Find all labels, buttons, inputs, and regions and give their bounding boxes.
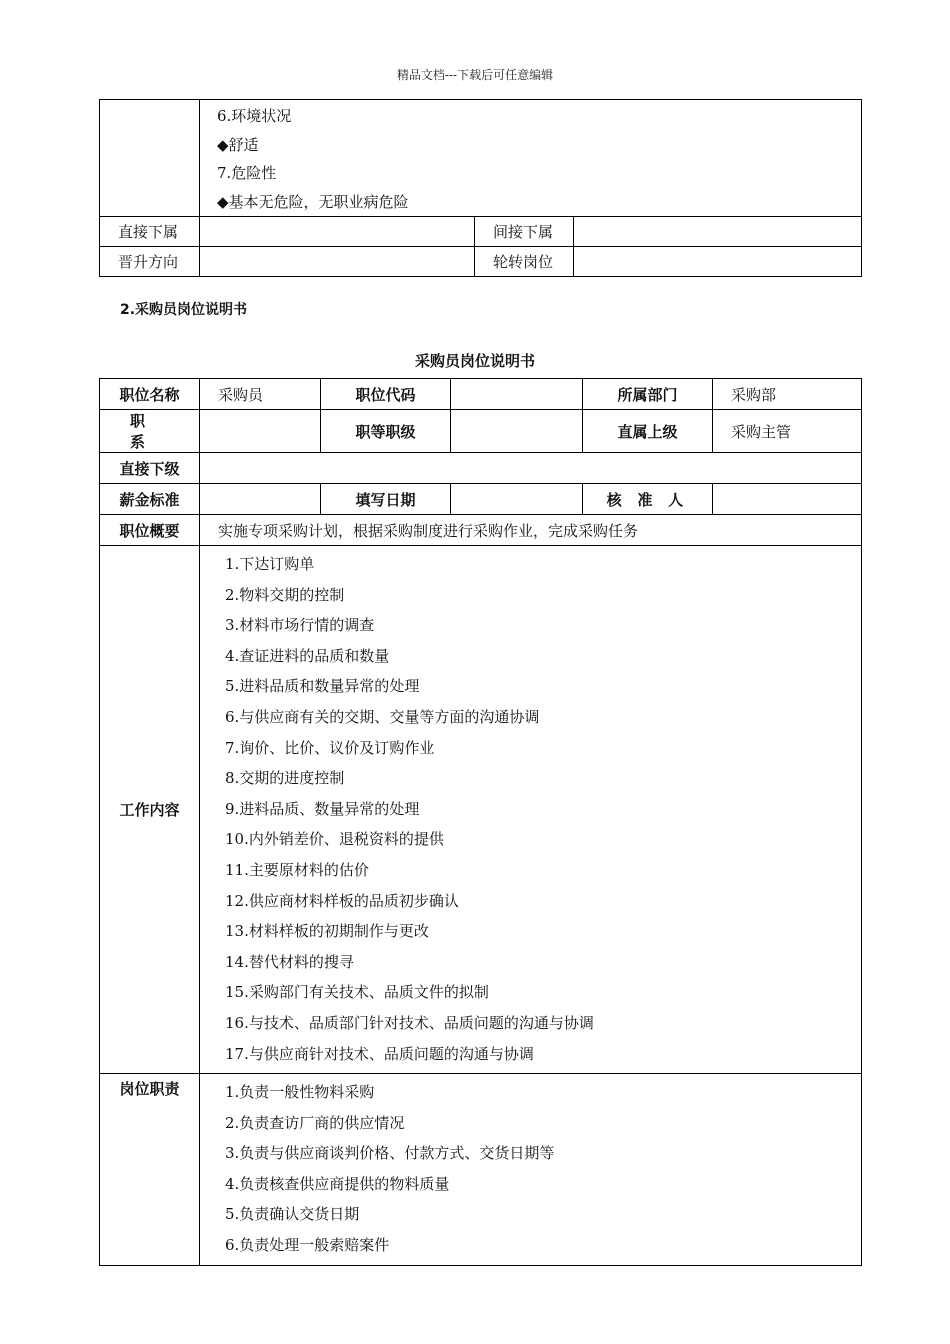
duty-label: 岗位职责 [100,1074,200,1266]
promotion-label: 晋升方向 [100,247,200,277]
direct-subordinate-label: 直接下属 [100,217,200,247]
superior-label: 直属上级 [583,410,713,453]
grade-label: 职等职级 [321,410,451,453]
work-item: 6.与供应商有关的交期、交量等方面的沟通协调 [225,707,540,726]
duty-item: 6.负责处理一般索赔案件 [225,1236,390,1255]
work-item: 3.材料市场行情的调查 [225,616,375,635]
work-item: 13.材料样板的初期制作与更改 [225,922,429,941]
promotion-value [200,247,475,277]
direct-report-label: 直接下级 [100,453,200,484]
approver-label: 核 准 人 [583,484,713,515]
page-header: 精品文档---下载后可任意编辑 [396,68,554,82]
env-line: 7.危险性 [217,164,277,182]
env-line: 6.环境状况 [217,107,292,125]
duty-item: 4.负责核查供应商提供的物料质量 [225,1174,450,1193]
work-item: 1.下达订购单 [225,555,315,573]
direct-report-value [200,453,862,484]
indirect-subordinate-value [574,217,862,247]
duty-list [200,1074,862,1266]
continued-job-table [99,99,862,277]
department-value: 采购部 [713,379,862,410]
fill-date-value [451,484,583,515]
work-item: 4.查证进料的品质和数量 [225,646,390,665]
env-line: ◆基本无危险，无职业病危险 [217,192,409,211]
summary-value: 实施专项采购计划，根据采购制度进行采购作业，完成采购任务 [200,515,862,546]
environment-cell [200,100,862,217]
table-title: 采购员岗位说明书 [414,352,535,370]
section-heading: 2.采购员岗位说明书 [120,302,248,318]
work-item: 9.进料品质、数量异常的处理 [225,799,420,818]
job-code-label: 职位代码 [321,379,451,410]
work-item: 17.与供应商针对技术、品质问题的沟通与协调 [225,1044,534,1063]
work-item: 15.采购部门有关技术、品质文件的拟制 [225,983,489,1002]
work-content-label: 工作内容 [100,546,200,1074]
duty-item: 5.负责确认交货日期 [225,1205,360,1224]
work-item: 14.替代材料的搜寻 [225,952,354,971]
work-item: 8.交期的进度控制 [225,769,345,788]
superior-value: 采购主管 [713,410,862,453]
job-name-value: 采购员 [200,379,321,410]
work-content-list [200,546,862,1074]
salary-value [200,484,321,515]
work-item: 11.主要原材料的估价 [225,860,369,879]
buyer-job-description-table [99,378,862,1266]
summary-label: 职位概要 [100,515,200,546]
position-series-value [200,410,321,453]
work-item: 10.内外销差价、退税资料的提供 [225,830,444,849]
department-label: 所属部门 [583,379,713,410]
indirect-subordinate-label: 间接下属 [475,217,574,247]
rotation-label: 轮转岗位 [475,247,574,277]
direct-subordinate-value [200,217,475,247]
fill-date-label: 填写日期 [321,484,451,515]
rotation-value [574,247,862,277]
work-item: 16.与技术、品质部门针对技术、品质问题的沟通与协调 [225,1013,594,1032]
work-item: 5.进料品质和数量异常的处理 [225,677,420,696]
env-empty-label-cell [100,100,200,217]
work-item: 7.询价、比价、议价及订购作业 [225,738,435,757]
job-name-label: 职位名称 [100,379,200,410]
work-item: 2.物料交期的控制 [225,585,345,604]
env-line: ◆舒适 [217,135,259,154]
duty-item: 2.负责查访厂商的供应情况 [225,1113,405,1132]
grade-value [451,410,583,453]
work-item: 12.供应商材料样板的品质初步确认 [225,891,459,910]
duty-item: 1.负责一般性物料采购 [225,1083,375,1102]
duty-item: 3.负责与供应商谈判价格、付款方式、交货日期等 [225,1144,555,1163]
salary-label: 薪金标准 [100,484,200,515]
approver-value [713,484,862,515]
job-code-value [451,379,583,410]
position-series-label: 职 系 [100,410,200,453]
